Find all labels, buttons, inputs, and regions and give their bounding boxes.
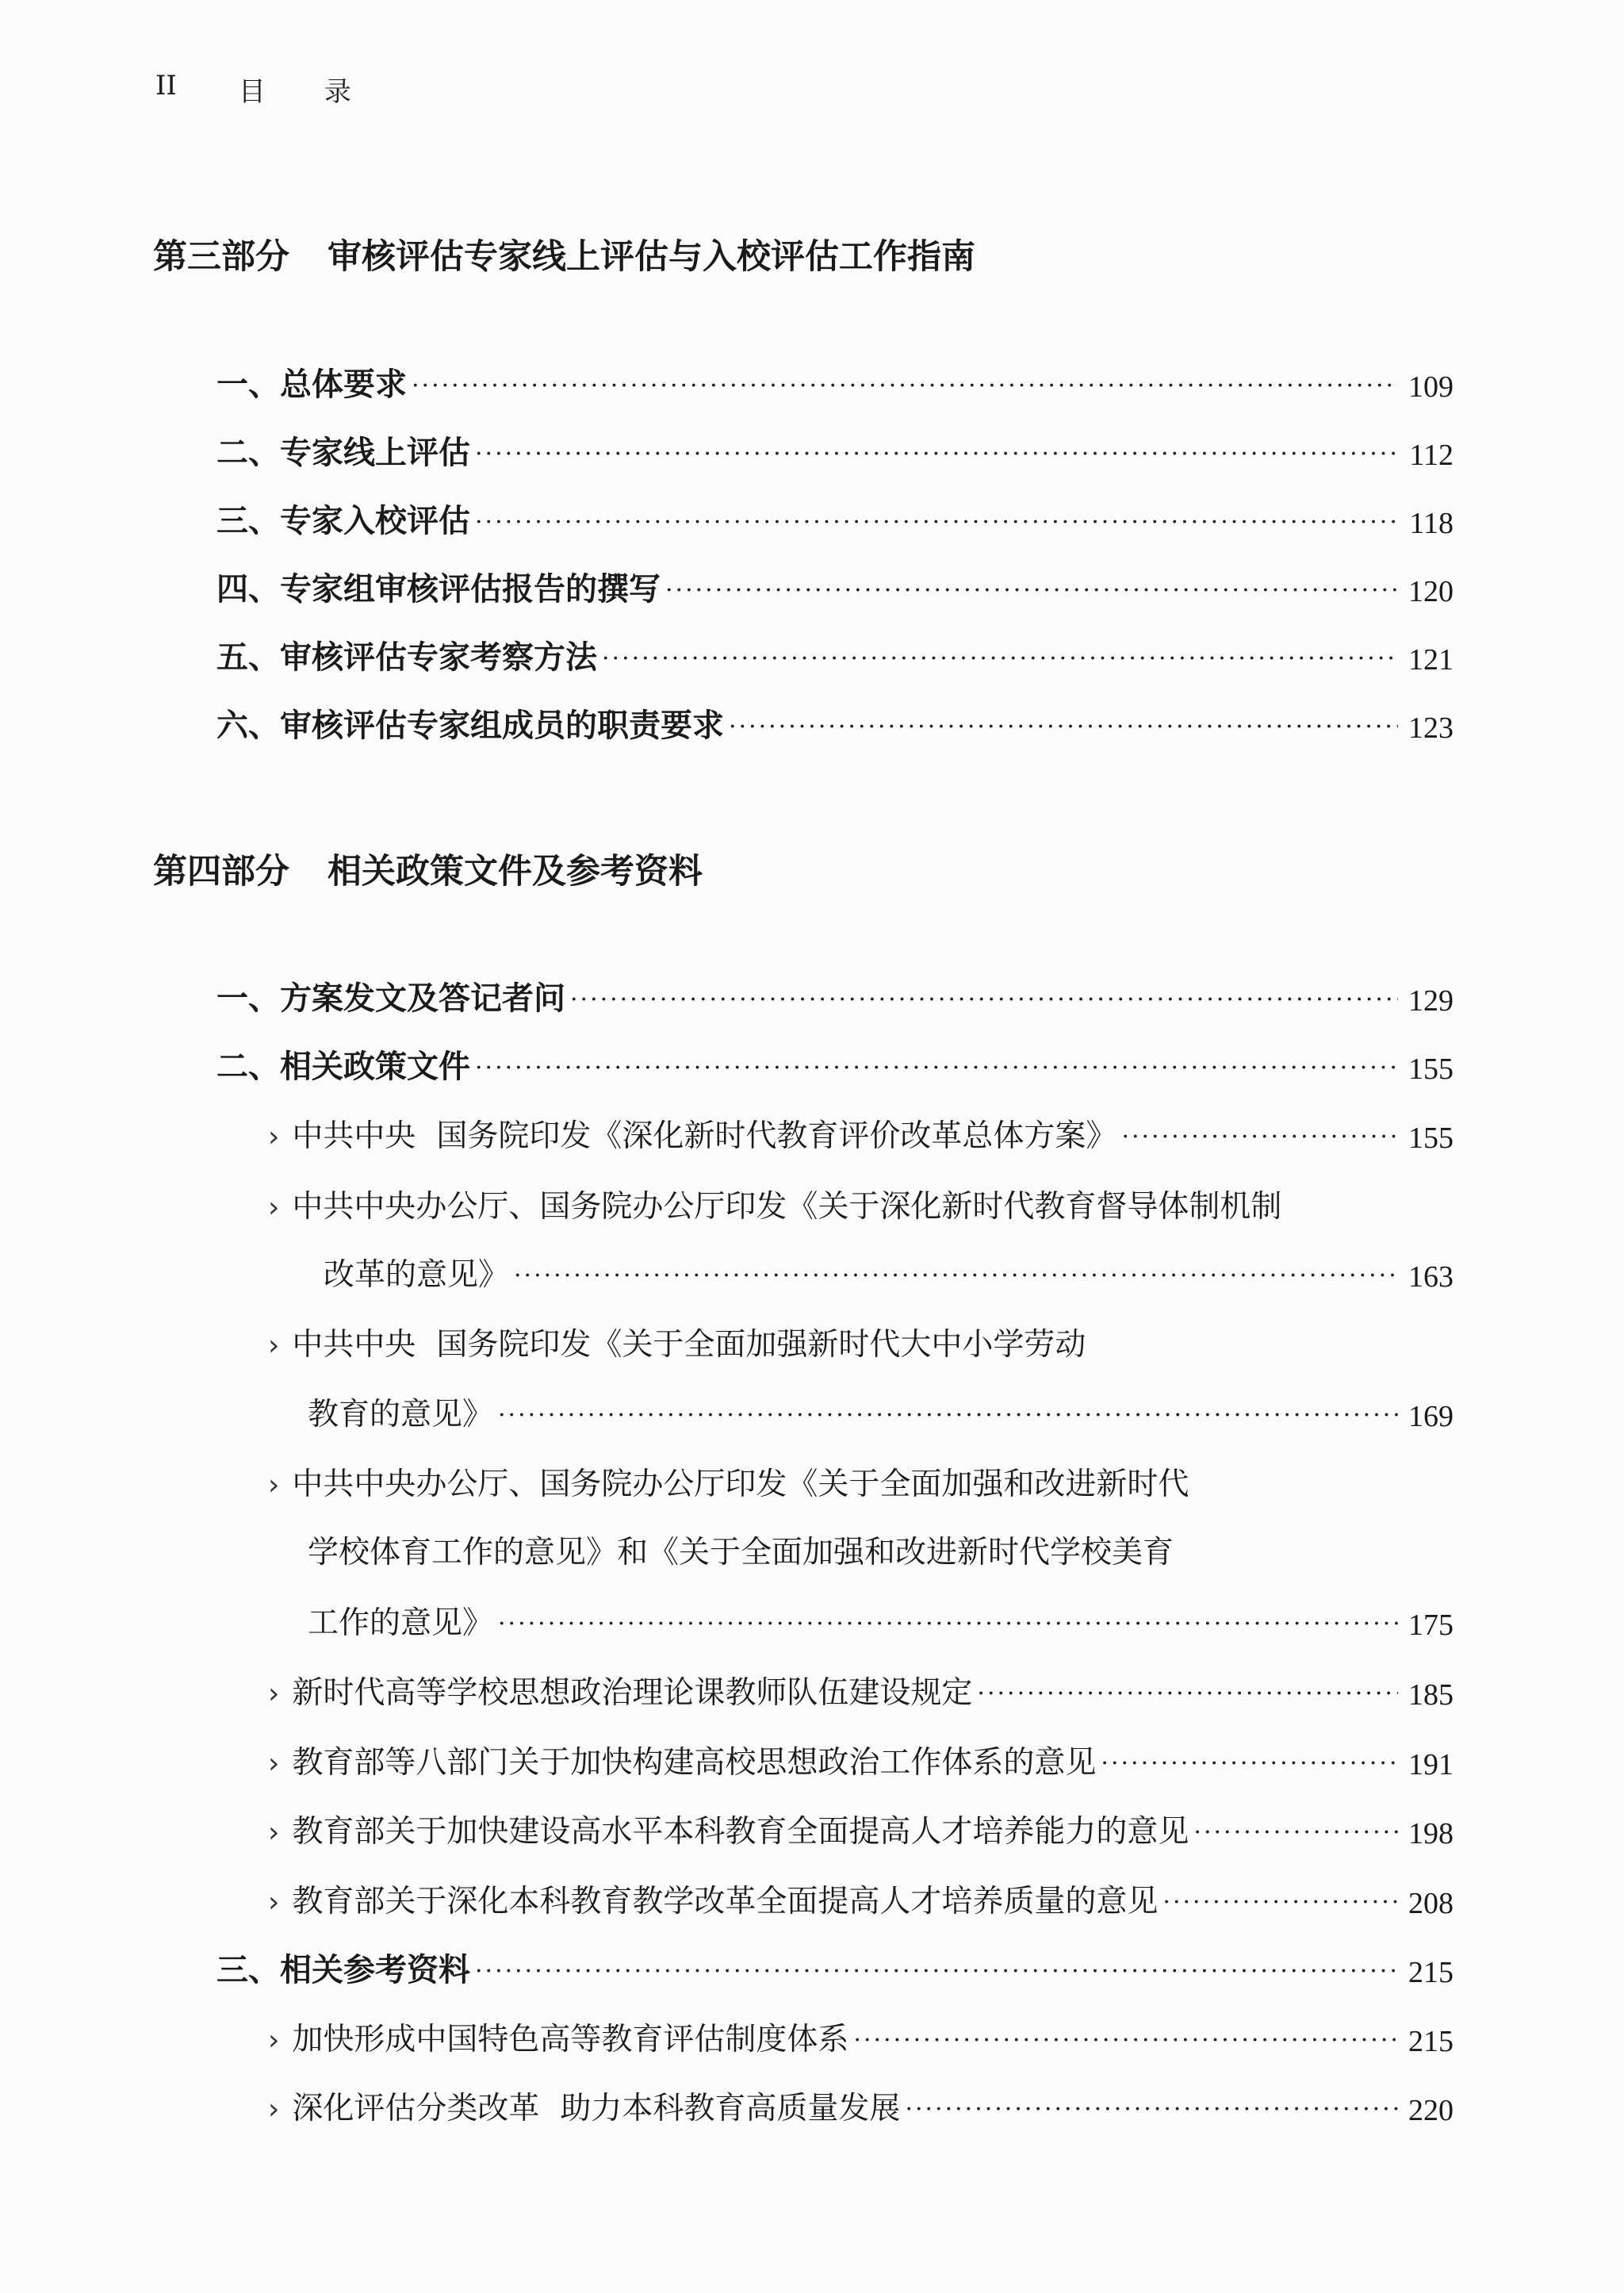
entry-page: 112 [1409,439,1454,472]
leader-dots [498,1401,1398,1429]
toc-subentry[interactable] [268,2082,1454,2128]
entry-page: 208 [1408,1887,1454,1920]
running-head [155,70,351,109]
toc-subentry[interactable] [324,1248,1454,1294]
toc-subentry[interactable] [268,1666,1454,1712]
entry-page: 198 [1408,1817,1454,1850]
chevron-right-icon: › [268,1191,280,1224]
chevron-right-icon: › [268,1816,280,1849]
toc-subentry-line[interactable] [268,1182,1281,1226]
toc-subentry-line[interactable] [268,1320,1086,1364]
toc-subentry-line[interactable] [308,1528,1174,1572]
leader-dots [1162,1888,1398,1916]
running-title-char: 录 [324,76,351,108]
leader-dots [977,1680,1398,1708]
entry-page: 185 [1408,1678,1454,1712]
page-numeral: II [155,70,177,102]
leader-dots [729,713,1398,741]
entry-page: 109 [1408,370,1454,404]
toc-subentry[interactable] [268,1805,1454,1851]
entry-title: 国务院印发《关于全面加强新时代大中小学劳动 [436,1327,1086,1363]
entry-page: 129 [1408,984,1454,1018]
toc-subentry[interactable] [268,1736,1454,1782]
leader-dots [1193,1819,1398,1846]
toc-entry[interactable] [216,700,1454,746]
chevron-right-icon: › [268,1678,280,1710]
toc-entry[interactable] [216,427,1454,473]
entry-title: 学校体育工作的意见》和《关于全面加强和改进新时代学校美育 [308,1535,1174,1570]
leader-dots [602,645,1398,673]
leader-dots [1101,1750,1398,1777]
entry-page: 118 [1409,507,1454,540]
chevron-right-icon: › [268,2093,280,2126]
entry-title: 深化评估分类改革 [292,2091,540,2126]
leader-dots [853,2027,1398,2054]
entry-title: 中共中央 [292,1118,416,1154]
toc-subentry[interactable] [268,1110,1454,1156]
entry-title: 新时代高等学校思想政治理论课教师队伍建设规定 [292,1675,973,1711]
chevron-right-icon: › [268,1469,280,1501]
leader-dots [475,1054,1398,1082]
running-title-char: 目 [238,76,266,108]
entry-title: 教育部等八部门关于加快构建高校思想政治工作体系的意见 [292,1745,1097,1781]
entry-page: 123 [1408,711,1454,745]
entry-title: 一、总体要求 [216,366,407,403]
entry-page: 163 [1408,1260,1454,1294]
toc-subentry[interactable] [308,1388,1454,1434]
entry-title: 助力本科教育高质量发展 [560,2091,901,2126]
toc-subentry[interactable] [308,1597,1454,1643]
entry-page: 191 [1408,1748,1454,1781]
part3-title: 审核评估专家线上评估与入校评估工作指南 [327,237,975,277]
entry-title: 中共中央办公厅、国务院办公厅印发《关于深化新时代教育督导体制机制 [292,1189,1282,1225]
entry-title: 一、方案发文及答记者问 [216,980,565,1017]
entry-page: 121 [1408,643,1454,677]
chevron-right-icon: › [268,1886,280,1919]
entry-title: 教育的意见》 [308,1397,494,1432]
chevron-right-icon: › [268,1329,280,1362]
part4-title: 相关政策文件及参考资料 [327,852,703,892]
toc-subentry-line[interactable] [268,1459,1189,1504]
entry-title: 三、相关参考资料 [216,1952,470,1988]
entry-title: 教育部关于加快建设高水平本科教育全面提高人才培养能力的意见 [292,1814,1189,1850]
leader-dots [1121,1123,1398,1151]
entry-title: 二、专家线上评估 [216,435,470,471]
entry-title: 工作的意见》 [308,1605,494,1641]
leader-dots [570,986,1398,1014]
leader-dots [475,440,1398,468]
leader-dots [412,372,1398,400]
entry-page: 155 [1408,1053,1454,1086]
toc-entry[interactable] [216,972,1454,1018]
entry-page: 175 [1408,1609,1454,1642]
entry-title: 国务院印发《深化新时代教育评价改革总体方案》 [436,1118,1117,1154]
part4-label: 第四部分 [153,852,289,892]
leader-dots [498,1610,1398,1638]
toc-entry[interactable] [216,495,1454,541]
entry-title: 中共中央办公厅、国务院办公厅印发《关于全面加强和改进新时代 [292,1467,1189,1502]
leader-dots [475,1957,1398,1985]
entry-page: 169 [1408,1400,1454,1433]
entry-title: 教育部关于深化本科教育教学改革全面提高人才培养质量的意见 [292,1884,1159,1919]
entry-title: 改革的意见》 [324,1257,510,1293]
entry-title: 中共中央 [292,1327,416,1363]
toc-subentry[interactable] [268,2013,1454,2059]
toc-subentry[interactable] [268,1875,1454,1921]
entry-page: 155 [1408,1122,1454,1155]
toc-entry[interactable] [216,631,1454,677]
leader-dots [665,577,1398,604]
chevron-right-icon: › [268,2024,280,2057]
chevron-right-icon: › [268,1121,280,1153]
part3-heading [153,230,975,278]
leader-dots [905,2096,1398,2123]
entry-page: 215 [1408,1956,1454,1989]
entry-title: 五、审核评估专家考察方法 [216,639,597,676]
entry-title: 三、专家入校评估 [216,503,470,539]
part3-label: 第三部分 [153,237,289,277]
toc-entry[interactable] [216,1944,1454,1990]
entry-page: 215 [1408,2025,1454,2058]
entry-title: 加快形成中国特色高等教育评估制度体系 [292,2022,849,2057]
entry-page: 220 [1408,2094,1454,2127]
part4-heading [153,845,703,893]
entry-title: 四、专家组审核评估报告的撰写 [216,571,661,608]
entry-title: 二、相关政策文件 [216,1049,470,1085]
toc-entry[interactable] [216,563,1454,609]
chevron-right-icon: › [268,1747,280,1780]
entry-title: 六、审核评估专家组成员的职责要求 [216,707,724,744]
toc-entry[interactable] [216,1041,1454,1087]
toc-entry[interactable] [216,359,1454,405]
leader-dots [475,508,1398,536]
entry-page: 120 [1408,575,1454,608]
leader-dots [514,1262,1398,1290]
